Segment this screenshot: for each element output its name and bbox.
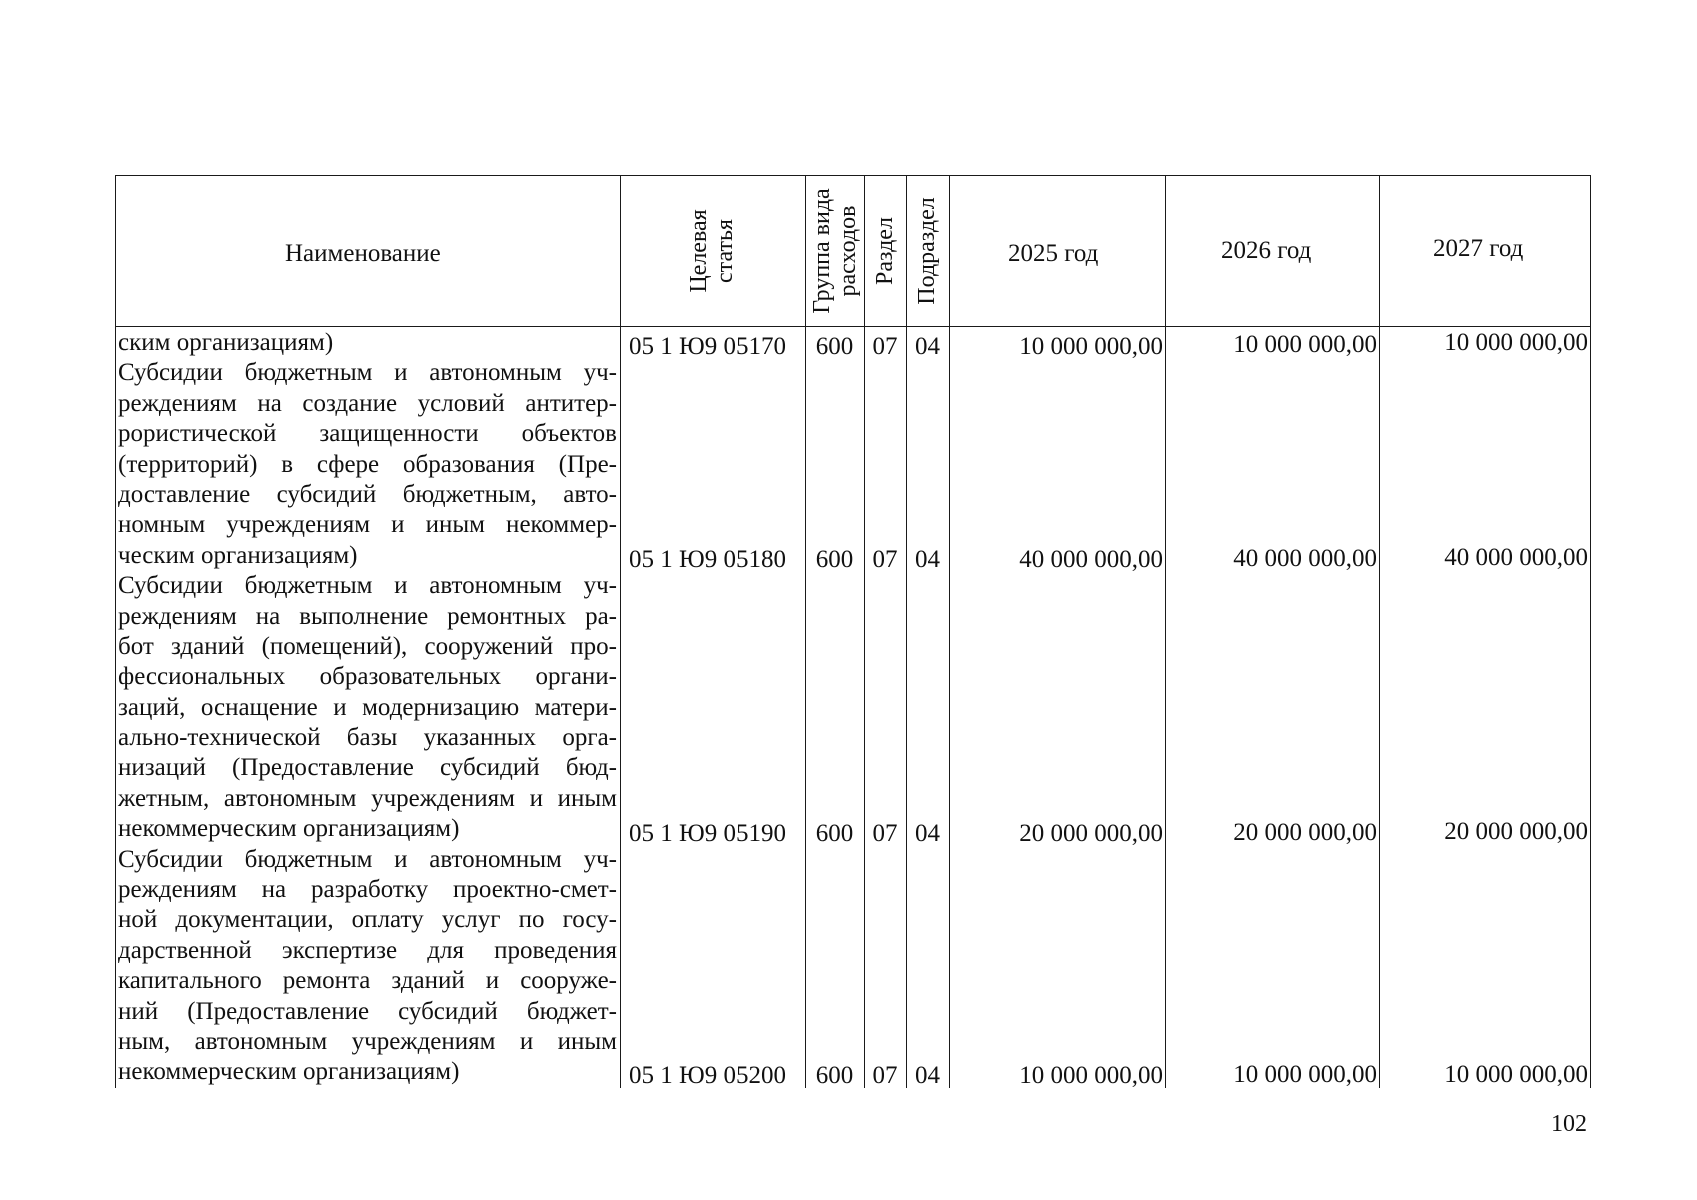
col-rule-name [620, 175, 621, 1088]
table-row-4-group: 600 [815, 1062, 854, 1089]
name-line: жетным, автономным учреждениям и иным [118, 784, 617, 812]
name-line: Субсидии бюджетным и автономным уч- [118, 572, 617, 600]
name-line: реждениям на создание условий антитер- [118, 389, 617, 417]
name-line: фессиональных образовательных органи- [118, 663, 617, 691]
table-row-3-section: 07 [872, 820, 898, 847]
table-row-3-y2027: 20 000 000,00 [1444, 818, 1588, 845]
header-target-article [686, 209, 738, 292]
table-row-1-y2027: 10 000 000,00 [1444, 329, 1588, 356]
col-rule-subsection [949, 175, 950, 1088]
name-line: ной документации, оплату услуг по госу- [118, 906, 617, 934]
table-row-1-article: 05 1 Ю9 05170 [629, 333, 786, 360]
table-row-4-y2026: 10 000 000,00 [1233, 1061, 1377, 1088]
table-row-1-section: 07 [872, 333, 898, 360]
table-row-3-article: 05 1 Ю9 05190 [629, 820, 786, 847]
table-row-2-y2025: 40 000 000,00 [1019, 546, 1163, 573]
name-line: рористической защищенности объектов [118, 420, 617, 448]
name-line: ским организациям) [118, 329, 334, 356]
name-line: некоммерческим организациям) [118, 1058, 460, 1086]
name-line: реждениям на разработку проектно-смет- [118, 876, 617, 904]
table-row-4-subsection: 04 [915, 1062, 940, 1089]
header-section: Раздел [872, 217, 898, 285]
table-row-2-group: 600 [815, 546, 854, 573]
col-rule-2025 [1165, 175, 1166, 1088]
header-year-2025: 2025 год [1008, 240, 1099, 267]
table-row-1-y2025: 10 000 000,00 [1019, 333, 1163, 360]
name-line: номным учреждениям и иным некоммер- [118, 511, 617, 539]
name-line: ний (Предоставление субсидий бюджет- [118, 997, 617, 1025]
page-number: 102 [1551, 1111, 1587, 1137]
header-expense-group-line1: Группа вида [809, 188, 835, 314]
col-rule-section [906, 175, 907, 1088]
name-column-text [118, 328, 617, 1088]
name-line: доставление субсидий бюджетным, авто- [118, 480, 617, 508]
name-line: реждениям на выполнение ремонтных ра- [118, 602, 617, 630]
header-bottom-rule [115, 326, 1591, 327]
name-line: бот зданий (помещений), сооружений про- [118, 632, 617, 660]
table-row-1-y2026: 10 000 000,00 [1233, 331, 1377, 358]
col-rule-group [864, 175, 865, 1088]
budget-table [115, 175, 1589, 1088]
table-row-2-y2027: 40 000 000,00 [1444, 544, 1588, 571]
table-row-3-y2026: 20 000 000,00 [1233, 819, 1377, 846]
table-row-3-group: 600 [815, 820, 854, 847]
table-row-4-y2025: 10 000 000,00 [1019, 1062, 1163, 1089]
header-year-2027: 2027 год [1433, 235, 1524, 262]
name-line: дарственной экспертизе для проведения [118, 936, 617, 964]
header-top-rule [115, 175, 1591, 176]
header-subsection: Подраздел [914, 197, 940, 305]
name-line: ным, автономным учреждениям и иным [118, 1027, 617, 1055]
name-line: некоммерческим организациям) [118, 815, 460, 843]
header-expense-group-line2: расходов [835, 205, 861, 297]
col-rule-article [805, 175, 806, 1088]
table-row-2-section: 07 [872, 546, 898, 573]
table-row-4-article: 05 1 Ю9 05200 [629, 1062, 786, 1089]
table-row-1-subsection: 04 [915, 333, 940, 360]
name-line: ческим организациям) [118, 541, 358, 569]
name-line: ально-технической базы указанных орга- [118, 724, 617, 752]
table-row-2-y2026: 40 000 000,00 [1233, 545, 1377, 572]
header-target-article-line1: Целевая [686, 209, 712, 293]
name-line: заций, оснащение и модернизацию матери- [118, 693, 617, 721]
table-row-2-article: 05 1 Ю9 05180 [629, 546, 786, 573]
name-line: низаций (Предоставление субсидий бюд- [118, 754, 617, 782]
name-line: Субсидии бюджетным и автономным уч- [118, 359, 617, 387]
col-rule-left [115, 175, 116, 1088]
name-line: Субсидии бюджетным и автономным уч- [118, 845, 617, 873]
col-rule-right [1590, 175, 1591, 1088]
name-line: капитального ремонта зданий и сооруже- [118, 967, 617, 995]
table-row-4-y2027: 10 000 000,00 [1444, 1061, 1588, 1088]
table-row-4-section: 07 [872, 1062, 898, 1089]
table-row-3-y2025: 20 000 000,00 [1019, 820, 1163, 847]
name-line: (территорий) в сфере образования (Пре- [118, 450, 617, 478]
header-name: Наименование [285, 240, 441, 267]
table-row-3-subsection: 04 [915, 820, 940, 847]
header-target-article-line2: статья [712, 219, 738, 283]
col-rule-2026 [1379, 175, 1380, 1088]
header-expense-group [809, 188, 861, 313]
table-row-2-subsection: 04 [915, 546, 940, 573]
header-year-2026: 2026 год [1221, 237, 1312, 264]
table-row-1-group: 600 [815, 333, 854, 360]
